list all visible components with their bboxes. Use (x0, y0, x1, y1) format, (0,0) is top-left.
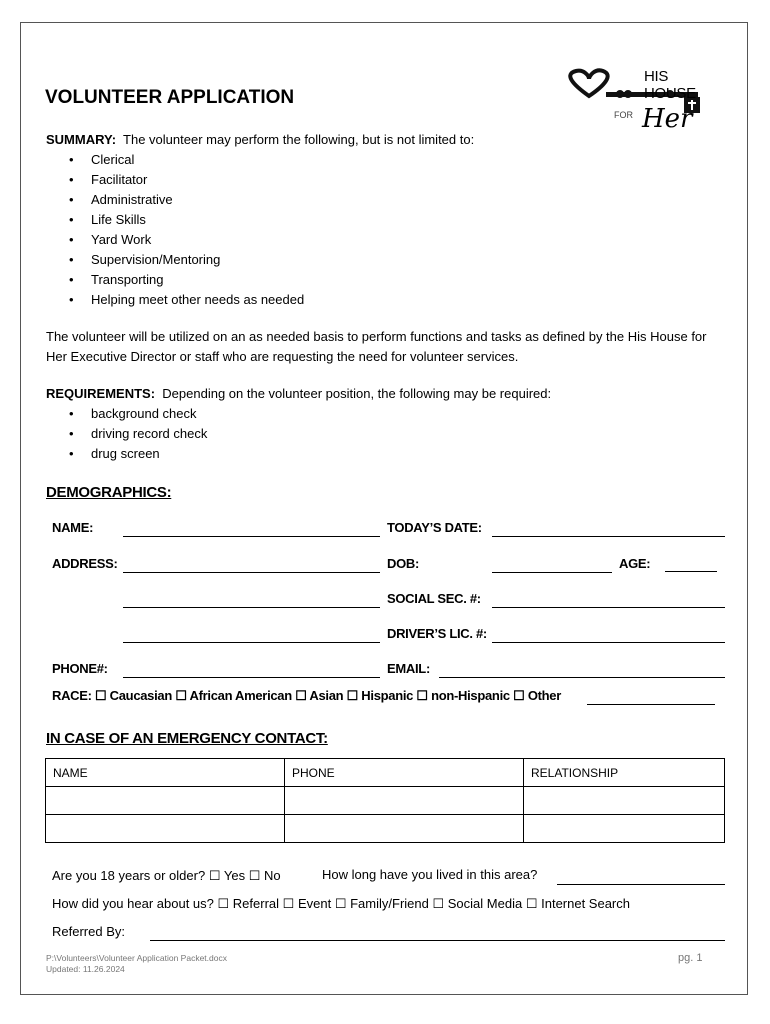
column-header-name: NAME (46, 759, 285, 787)
table-cell[interactable] (524, 815, 725, 843)
drivers-lic-label: DRIVER’S LIC. #: (387, 626, 487, 641)
address-field-1[interactable] (123, 572, 380, 573)
ssn-label: SOCIAL SEC. #: (387, 591, 481, 606)
option-label: non-Hispanic (431, 688, 510, 703)
list-item: • Life Skills (91, 210, 726, 230)
option-label: Referral (232, 896, 280, 911)
phone-label: PHONE#: (52, 661, 108, 676)
race-row (52, 688, 561, 704)
age-question-row (52, 868, 281, 884)
checkbox-social-media[interactable]: ☐ (432, 896, 445, 911)
checkbox-yes[interactable]: ☐ (208, 868, 221, 883)
yes-label: Yes (223, 868, 246, 883)
table-cell[interactable] (46, 787, 285, 815)
race-label: RACE: (52, 688, 92, 703)
lived-field[interactable] (557, 884, 725, 885)
address-field-3[interactable] (123, 642, 380, 643)
table-cell[interactable] (524, 787, 725, 815)
option-label: Caucasian (109, 688, 172, 703)
column-header-phone: PHONE (285, 759, 524, 787)
footer (46, 953, 227, 975)
emergency-contact-table (45, 758, 725, 843)
hear-question-row (52, 896, 630, 912)
address-field-2[interactable] (123, 607, 380, 608)
demographics-heading: DEMOGRAPHICS: (46, 484, 172, 501)
page-number: pg. 1 (678, 952, 703, 964)
email-label: EMAIL: (387, 661, 430, 676)
logo-script: Her (642, 104, 693, 134)
age-field[interactable] (665, 571, 717, 572)
requirements-section (46, 384, 726, 464)
option-label: Social Media (447, 896, 523, 911)
summary-list (46, 150, 726, 310)
table-row (46, 787, 725, 815)
email-field[interactable] (439, 677, 725, 678)
list-item: • Helping meet other needs as needed (91, 290, 726, 310)
checkbox-event[interactable]: ☐ (282, 896, 295, 911)
option-label: Event (297, 896, 332, 911)
option-label: African American (189, 688, 292, 703)
table-cell[interactable] (285, 815, 524, 843)
page-title: VOLUNTEER APPLICATION (45, 87, 295, 108)
ssn-field[interactable] (492, 607, 725, 608)
logo-for: FOR (614, 110, 633, 120)
summary-label: SUMMARY: (46, 132, 117, 147)
todays-date-label: TODAY’S DATE: (387, 520, 482, 535)
list-item: • Facilitator (91, 170, 726, 190)
dob-label: DOB: (387, 556, 420, 571)
requirements-list (46, 404, 726, 464)
his-house-logo (562, 66, 712, 138)
hear-question: How did you hear about us? (52, 896, 214, 911)
checkbox-other[interactable]: ☐ (513, 688, 525, 703)
race-other-field[interactable] (587, 704, 715, 705)
list-item: • drug screen (91, 444, 726, 464)
option-label: Other (527, 688, 561, 703)
name-field[interactable] (123, 536, 380, 537)
age-label: AGE: (619, 556, 651, 571)
option-label: Internet Search (541, 896, 630, 911)
list-item: • background check (91, 404, 726, 424)
requirements-intro: Depending on the volunteer position, the following may be required: (162, 386, 552, 401)
list-item: • Administrative (91, 190, 726, 210)
checkbox-non-hispanic[interactable]: ☐ (416, 688, 428, 703)
list-item: • driving record check (91, 424, 726, 444)
table-cell[interactable] (46, 815, 285, 843)
dob-field[interactable] (492, 572, 612, 573)
list-item: • Clerical (91, 150, 726, 170)
name-label: NAME: (52, 520, 94, 535)
list-item: • Yard Work (91, 230, 726, 250)
option-label: Asian (309, 688, 344, 703)
file-path: P:\Volunteers\Volunteer Application Packet.docx (46, 953, 227, 963)
option-label: Family/Friend (350, 896, 429, 911)
summary-section (46, 130, 726, 310)
referred-by-field[interactable] (150, 940, 725, 941)
list-item: • Transporting (91, 270, 726, 290)
column-header-relationship: RELATIONSHIP (524, 759, 725, 787)
utilization-paragraph: The volunteer will be utilized on an as needed basis to perform functions and tasks as defined by the His House for Her Executive Director or staff who are requesting the need for volunteer services. (46, 329, 707, 364)
option-label: Hispanic (361, 688, 414, 703)
table-row (46, 815, 725, 843)
lived-question: How long have you lived in this area? (322, 867, 538, 882)
logo-text: HIS HOUSE (644, 68, 696, 102)
updated-date: Updated: 11.26.2024 (46, 964, 125, 974)
requirements-label: REQUIREMENTS: (46, 386, 156, 401)
phone-field[interactable] (123, 677, 380, 678)
table-cell[interactable] (285, 787, 524, 815)
emergency-heading: IN CASE OF AN EMERGENCY CONTACT: (46, 730, 328, 747)
checkbox-family-friend[interactable]: ☐ (334, 896, 347, 911)
list-item: • Supervision/Mentoring (91, 250, 726, 270)
age-question: Are you 18 years or older? (52, 868, 206, 883)
checkbox-no[interactable]: ☐ (248, 868, 261, 883)
checkbox-caucasian[interactable]: ☐ (94, 688, 107, 703)
referred-by-label: Referred By: (52, 924, 125, 939)
checkbox-internet-search[interactable]: ☐ (525, 896, 538, 911)
todays-date-field[interactable] (492, 536, 725, 537)
checkbox-african-american[interactable]: ☐ (175, 688, 187, 703)
no-label: No (264, 868, 281, 883)
drivers-lic-field[interactable] (492, 642, 725, 643)
summary-intro: The volunteer may perform the following, but is not limited to: (123, 132, 475, 147)
table-header-row (46, 759, 725, 787)
checkbox-hispanic[interactable]: ☐ (346, 688, 358, 703)
checkbox-asian[interactable]: ☐ (295, 688, 307, 703)
address-label: ADDRESS: (52, 556, 118, 571)
checkbox-referral[interactable]: ☐ (217, 896, 230, 911)
